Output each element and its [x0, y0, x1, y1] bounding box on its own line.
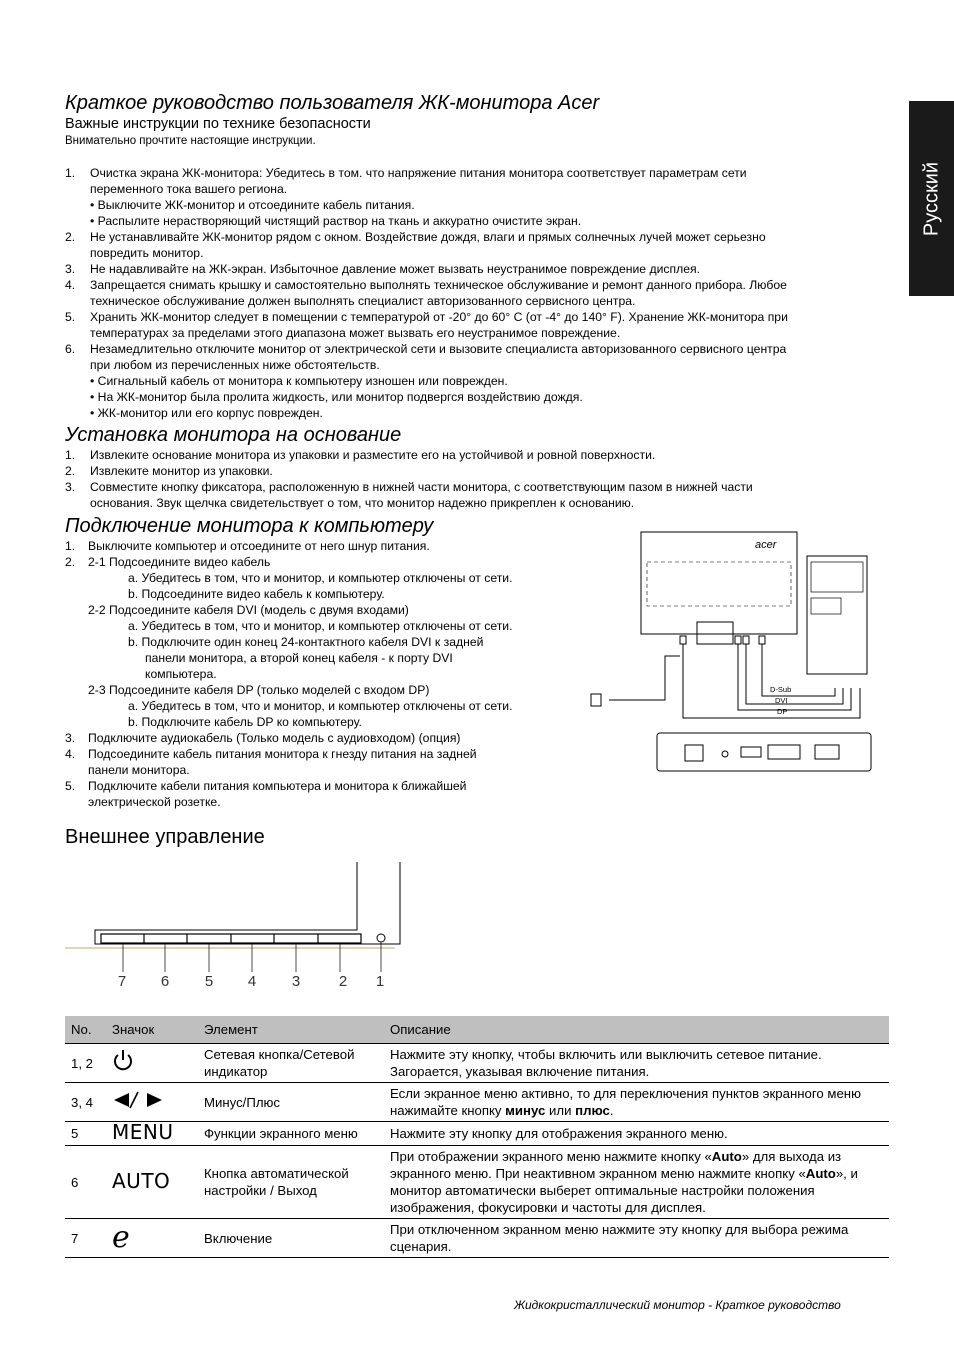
- list-item: Выключите компьютер и отсоедините от него шнур питания.: [88, 539, 430, 553]
- button-number-3: 3: [291, 973, 301, 990]
- drive-bay: [811, 562, 863, 592]
- list-item: переменного тока вашего региона.: [90, 182, 288, 196]
- list-item: Извлеките основание монитора из упаковки и разместите его на устойчивой и ровной поверхности.: [90, 448, 656, 462]
- empowering-icon-text: e: [112, 1220, 130, 1255]
- button-strip: [101, 934, 361, 943]
- table-row: [65, 1083, 889, 1122]
- dvi-port-icon: [768, 745, 800, 759]
- description-text: или: [545, 1103, 576, 1118]
- list-item: Не надавливайте на ЖК-экран. Избыточное давление может вызвать неустранимое повреждение дисплея.: [90, 262, 700, 276]
- vga-port-icon: [815, 745, 839, 759]
- list-item: a. Убедитесь в том, что и монитор, и компьютер отключены от сети.: [128, 699, 513, 713]
- list-number: 4.: [65, 747, 76, 761]
- description-text: Нажмите эту кнопку, чтобы включить или выключить сетевое питание. Загорается, указывая включение питания.: [390, 1047, 822, 1079]
- button-number-1: 1: [375, 973, 385, 990]
- list-number: 5.: [65, 779, 76, 793]
- table-row: [65, 1146, 889, 1219]
- language-tab: [909, 101, 954, 296]
- list-item: Запрещается снимать крышку и самостоятельно выполнять техническое обслуживание и ремонт данного прибора. Любое: [90, 278, 787, 292]
- button-number-4: 4: [247, 973, 257, 990]
- dsub-label: D-Sub: [770, 685, 792, 694]
- button-number-6: 6: [160, 973, 170, 990]
- col-element: Элемент: [198, 1016, 384, 1044]
- list-number: 3.: [65, 262, 76, 276]
- description-text: Auto: [805, 1166, 836, 1181]
- list-item: Извлеките монитор из упаковки.: [90, 464, 273, 478]
- list-item: 2-1 Подсоедините видео кабель: [88, 555, 271, 569]
- row-element: Функции экранного меню: [198, 1122, 384, 1146]
- row-number: 3, 4: [65, 1083, 106, 1122]
- list-number: 1.: [65, 539, 76, 553]
- description-text: При отключенном экранном меню нажмите эту кнопку для выбора режима сценария.: [390, 1222, 849, 1254]
- list-number: 1.: [65, 448, 76, 462]
- list-item: • Сигнальный кабель от монитора к компьютеру изношен или поврежден.: [90, 374, 508, 388]
- footer: Жидкокристаллический монитор - Краткое руководство: [514, 1298, 841, 1312]
- menu-icon: [106, 1122, 198, 1146]
- auto-icon-text: AUTO: [112, 1168, 171, 1193]
- list-item: Подключите аудиокабель (Только модель с аудиовходом) (опция): [88, 731, 461, 745]
- list-item: техническое обслуживание должен выполнять специалист авторизованного сервисного центра.: [90, 294, 636, 308]
- dvi-label: DVI: [775, 696, 788, 705]
- description-text: .: [609, 1103, 614, 1118]
- list-item: панели монитора.: [88, 763, 190, 777]
- list-item: температурах за пределами этого диапазона может вызвать его неустранимое повреждение.: [90, 326, 621, 340]
- row-number: 5: [65, 1122, 106, 1146]
- menu-icon-text: MENU: [112, 1120, 174, 1144]
- list-item: повредить монитор.: [90, 246, 204, 260]
- row-element: Включение: [198, 1219, 384, 1258]
- list-number: 2.: [65, 464, 76, 478]
- list-number: 2.: [65, 555, 76, 569]
- monitor-ports: [680, 636, 765, 644]
- dp-label: DP: [777, 707, 788, 716]
- row-description: [384, 1146, 889, 1219]
- list-number: 6.: [65, 342, 76, 356]
- minus-plus-icon: [106, 1083, 198, 1122]
- list-item: Хранить ЖК-монитор следует в помещении с температурой от -20° до 60° C (от -4° до 140° F). Хранение ЖК-монитора при: [90, 310, 788, 324]
- list-item: Подсоедините кабель питания монитора к гнезду питания на задней: [88, 747, 477, 761]
- empowering-icon: [106, 1219, 198, 1258]
- list-number: 4.: [65, 278, 76, 292]
- col-icon: Значок: [106, 1016, 198, 1044]
- description-text: » для выхода из экранного меню. При неактивном экранном меню нажмите кнопку «: [390, 1149, 842, 1181]
- buttons-diagram: [65, 862, 415, 992]
- list-number: 3.: [65, 480, 76, 494]
- list-item: Не устанавливайте ЖК-монитор рядом с окном. Воздействие дождя, влаги и прямых солнечных лучей может серьезно: [90, 230, 766, 244]
- list-item: a. Убедитесь в том, что и монитор, и компьютер отключены от сети.: [128, 571, 513, 585]
- drive-slot: [811, 598, 841, 614]
- row-description: [384, 1044, 889, 1083]
- list-item: Подключите кабели питания компьютера и монитора к ближайшей: [88, 779, 467, 793]
- controls-table: [65, 1016, 889, 1258]
- list-number: 5.: [65, 310, 76, 324]
- description-text: », и монитор автоматически выберет оптимальные настройки положения изображения, фокусировки и частоты для дисплея.: [390, 1166, 858, 1215]
- button-number-5: 5: [204, 973, 214, 990]
- list-item: электрической розетке.: [88, 795, 221, 809]
- audio-port-icon: [722, 751, 728, 757]
- page-title: Краткое руководство пользователя ЖК-монитора Acer: [65, 92, 600, 114]
- button-number-7: 7: [117, 973, 127, 990]
- description-text: При отображении экранного меню нажмите кнопку «: [390, 1149, 712, 1164]
- monitor-bezel: [95, 862, 400, 944]
- cables: [609, 644, 860, 718]
- row-description: [384, 1219, 889, 1258]
- row-description: [384, 1122, 889, 1146]
- list-number: 3.: [65, 731, 76, 745]
- list-item: • ЖК-монитор или его корпус поврежден.: [90, 406, 323, 420]
- safety-heading: Важные инструкции по технике безопасности: [65, 116, 371, 132]
- list-item: основания. Звук щелчка свидетельствует о том, что монитор надежно прикреплен к основанию.: [90, 496, 635, 510]
- stand-heading: Установка монитора на основание: [65, 424, 402, 446]
- list-item: компьютера.: [145, 667, 217, 681]
- list-item: b. Подключите один конец 24-контактного кабеля DVI к задней: [128, 635, 484, 649]
- description-text: Нажмите эту кнопку для отображения экранного меню.: [390, 1126, 728, 1141]
- description-text: Auto: [711, 1149, 742, 1164]
- description-text: минус: [505, 1103, 546, 1118]
- dp-port-icon: [741, 747, 761, 757]
- vent-area: [647, 562, 791, 606]
- list-item: 2-2 Подсоедините кабеля DVI (модель с двумя входами): [88, 603, 409, 617]
- auto-icon: [106, 1146, 198, 1219]
- list-number: 1.: [65, 166, 76, 180]
- row-element: Кнопка автоматической настройки / Выход: [198, 1146, 384, 1219]
- table-row: [65, 1122, 889, 1146]
- list-item: b. Подсоедините видео кабель к компьютеру.: [128, 587, 385, 601]
- button-number-2: 2: [338, 973, 348, 990]
- table-row: [65, 1044, 889, 1083]
- language-label: Русский: [920, 161, 942, 236]
- ac-port-icon: [685, 745, 703, 761]
- row-number: 6: [65, 1146, 106, 1219]
- list-item: панели монитора, а второй конец кабеля - к порту DVI: [145, 651, 453, 665]
- list-item: Незамедлительно отключите монитор от электрической сети и вызовите специалиста авторизованного сервисного центра: [90, 342, 787, 356]
- power-icon: [106, 1044, 198, 1083]
- controls-heading: Внешнее управление: [65, 826, 265, 848]
- table-row: [65, 1219, 889, 1258]
- callout-lines: [123, 942, 381, 972]
- row-number: 7: [65, 1219, 106, 1258]
- description-text: Если экранное меню активно, то для переключения пунктов экранного меню нажимайте кнопку: [390, 1086, 861, 1118]
- row-element: Минус/Плюс: [198, 1083, 384, 1122]
- row-description: [384, 1083, 889, 1122]
- connection-diagram: [585, 528, 885, 778]
- list-item: при любом из перечисленных ниже обстоятельств.: [90, 358, 380, 372]
- connect-heading: Подключение монитора к компьютеру: [65, 515, 434, 537]
- list-item: • Распылите нерастворяющий чистящий раствор на ткань и аккуратно очистите экран.: [90, 214, 582, 228]
- list-item: • Выключите ЖК-монитор и отсоедините кабель питания.: [90, 198, 415, 212]
- pc-tower: [807, 556, 867, 674]
- acer-logo: acer: [755, 539, 777, 551]
- row-element: Сетевая кнопка/Сетевой индикатор: [198, 1044, 384, 1083]
- col-description: Описание: [384, 1016, 889, 1044]
- list-item: b. Подключите кабель DP ко компьютеру.: [128, 715, 362, 729]
- list-item: Совместите кнопку фиксатора, расположенную в нижней части монитора, с соответствующим пазом в нижней части: [90, 480, 753, 494]
- power-led-icon: [377, 934, 385, 942]
- list-item: a. Убедитесь в том, что и монитор, и компьютер отключены от сети.: [128, 619, 513, 633]
- col-no: No.: [65, 1016, 106, 1044]
- power-outlet-icon: [591, 694, 601, 706]
- row-number: 1, 2: [65, 1044, 106, 1083]
- list-item: • На ЖК-монитор была пролита жидкость, или монитор подвергся воздействию дождя.: [90, 390, 583, 404]
- stand-neck: [697, 622, 733, 644]
- list-item: 2-3 Подсоедините кабеля DP (только моделей с входом DP): [88, 683, 430, 697]
- description-text: плюс: [575, 1103, 610, 1118]
- list-item: Очистка экрана ЖК-монитора: Убедитесь в том. что напряжение питания монитора соответствует параметрам сети: [90, 166, 747, 180]
- safety-note: Внимательно прочтите настоящие инструкции.: [65, 135, 316, 147]
- list-number: 2.: [65, 230, 76, 244]
